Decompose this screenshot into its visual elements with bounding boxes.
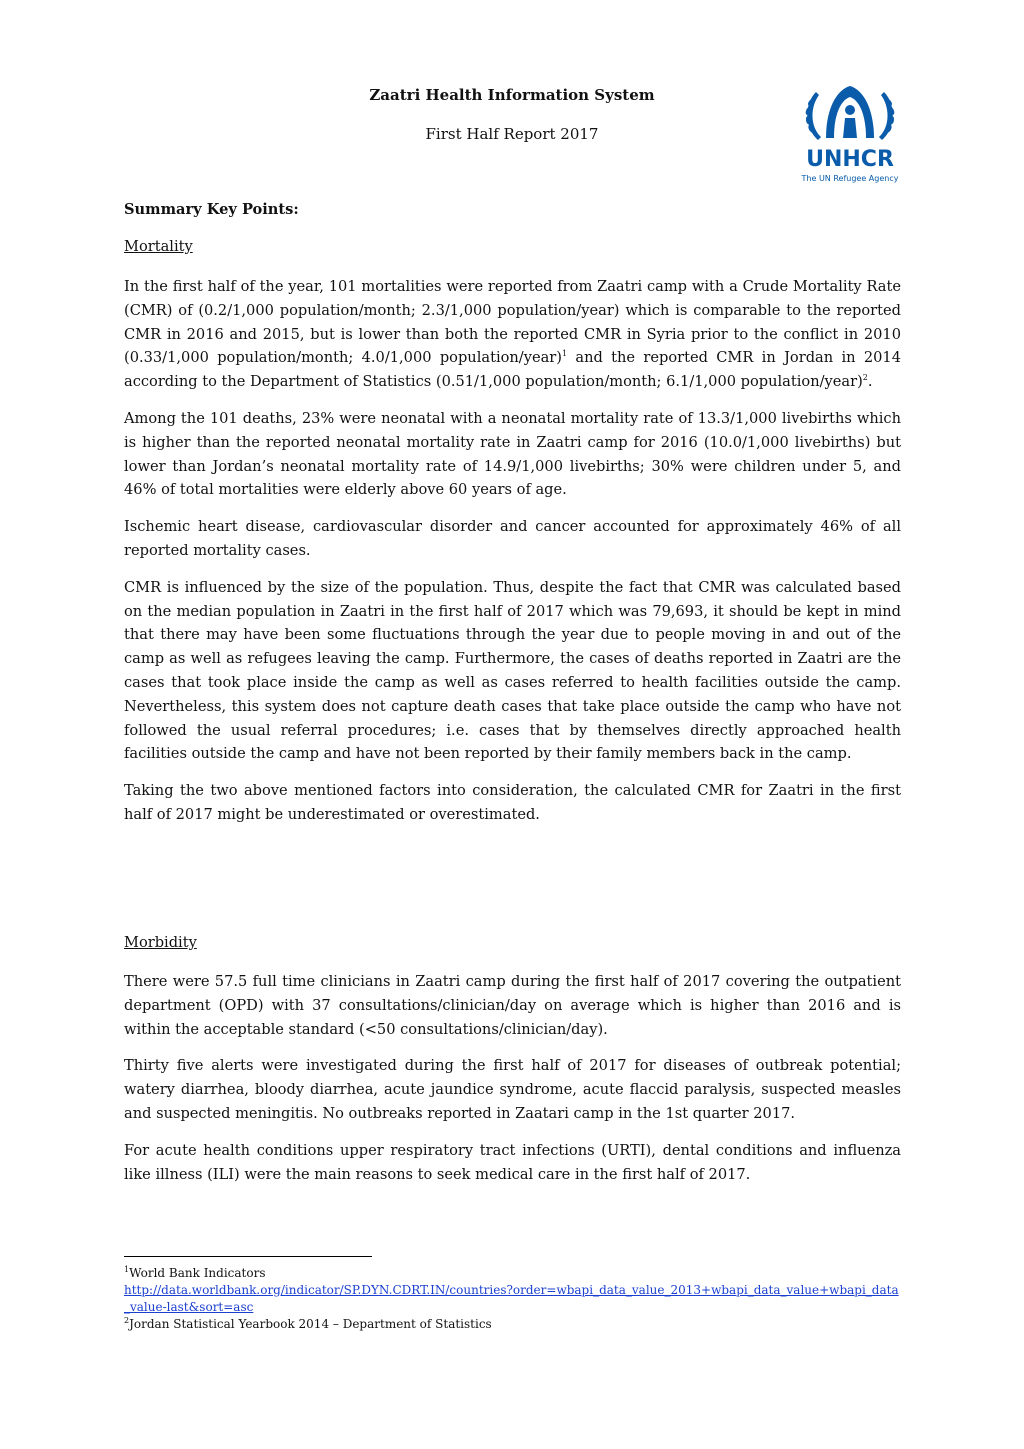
footnote-ref-2[interactable]: 2 — [862, 373, 868, 383]
footnote-1-mark: 1 — [124, 1265, 130, 1274]
mortality-paragraph-1: In the first half of the year, 101 mortalities were reported from Zaatri camp with a Crude Mortality Rate (CMR) of (0.2/1,000 population/month; 2.3/1,000 population/year) which is comparable to the reported CMR in 2016 and 2015, but is lower than both the reported CMR in Syria prior to the conflict in 2010 (0.33/1,000 population/month; 4.0/1,000 population/year)$^1$ and the reported CMR in Jordan in 2014 according to the Department of Statistics (0.51/1,000 population/month; 6.1/1,000 population/year)$^2$. — [124, 278, 901, 391]
mortality-paragraph-5: Taking the two above mentioned factors into consideration, the calculated CMR for Zaatri in the first half of 2017 might be underestimated or overestimated. — [124, 782, 901, 823]
morbidity-heading: Morbidity — [124, 934, 197, 951]
mortality-paragraph-4: CMR is influenced by the size of the population. Thus, despite the fact that CMR was calculated based on the median population in Zaatri in the first half of 2017 which was 79,693, it should be kept in mind that there may have been some fluctuations through the year due to people moving in and out of the camp as well as refugees leaving the camp. Furthermore, the cases of deaths reported in Zaatri are the cases that took place inside the camp as well as cases referred to health facilities outside the camp. Nevertheless, this system does not capture death cases that take place outside the camp who have not followed the usual referral procedures; i.e. cases that by themselves directly approached health facilities outside the camp and have not been reported by their family members back in the camp. — [124, 578, 901, 763]
svg-text:The UN Refugee Agency: The UN Refugee Agency — [801, 174, 899, 183]
mortality-paragraph-3: Ischemic heart disease, cardiovascular disorder and cancer accounted for approximately 46% of all reported mortality cases. — [124, 518, 901, 559]
footnotes — [124, 1265, 901, 1333]
mortality-paragraph-2: Among the 101 deaths, 23% were neonatal with a neonatal mortality rate of 13.3/1,000 livebirths which is higher than the reported neonatal mortality rate in Zaatri camp for 2016 (10.0/1,000 livebirths) but lower than Jordan’s neonatal mortality rate of 14.9/1,000 livebirths; 30% were children under 5, and 46% of total mortalities were elderly above 60 years of age. — [124, 409, 901, 499]
footnote-2-text: Jordan Statistical Yearbook 2014 – Department of Statistics — [129, 1317, 492, 1331]
document-subtitle: First Half Report 2017 — [425, 125, 599, 143]
footnote-divider — [124, 1256, 372, 1257]
footnote-2-mark: 2 — [124, 1316, 130, 1325]
svg-text:UNHCR: UNHCR — [806, 147, 894, 172]
morbidity-paragraph-1: There were 57.5 full time clinicians in Zaatri camp during the first half of 2017 covering the outpatient department (OPD) with 37 consultations/clinician/day on average which is higher than 2016 and is within the acceptable standard (<50 consultations/clinician/day). — [124, 973, 901, 1038]
unhcr-logo — [796, 80, 904, 186]
mortality-section — [124, 275, 901, 840]
morbidity-paragraph-2: Thirty five alerts were investigated during the first half of 2017 for diseases of outbreak potential; watery diarrhea, bloody diarrhea, acute jaundice syndrome, acute flaccid paralysis, suspected measles and suspected meningitis. No outbreaks reported in Zaatari camp in the 1st quarter 2017. — [124, 1057, 901, 1122]
document-title: Zaatri Health Information System — [369, 86, 655, 104]
footnote-1-link[interactable]: http://data.worldbank.org/indicator/SP.DYN.CDRT.IN/countries?order=wbapi_data_value_2013+wbapi_data_value+wbapi_data_value-last&sort=asc — [124, 1283, 899, 1314]
morbidity-paragraph-3: For acute health conditions upper respiratory tract infections (URTI), dental conditions and influenza like illness (ILI) were the main reasons to seek medical care in the first half of 2017. — [124, 1141, 901, 1183]
unhcr-emblem-icon — [796, 80, 904, 186]
footnote-1-text: World Bank Indicators — [129, 1266, 266, 1280]
footnote-2 — [124, 1316, 901, 1333]
footnote-ref-1[interactable]: 1 — [561, 349, 568, 359]
summary-heading: Summary Key Points: — [124, 201, 299, 218]
morbidity-section — [124, 970, 901, 1199]
footnote-1 — [124, 1265, 901, 1282]
mortality-heading: Mortality — [124, 238, 193, 255]
